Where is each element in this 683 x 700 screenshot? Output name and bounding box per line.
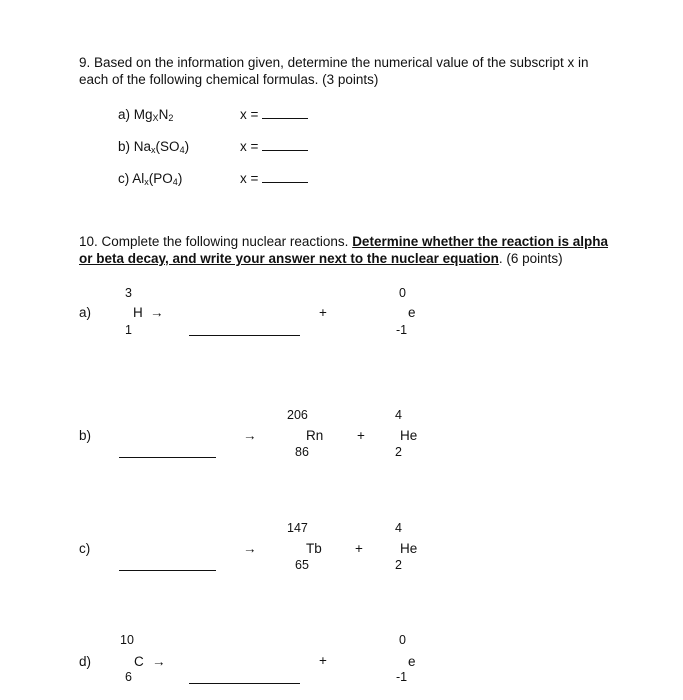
q9-item-b-formula: b) $Na_x(SO_4)$ bbox=[118, 139, 190, 155]
q9-item-a-formula: a) $Mg_XN_2$ bbox=[118, 107, 174, 123]
q10a-product-symbol: e bbox=[408, 305, 416, 320]
q10-text-bold-1: Determine whether the reaction is alpha bbox=[352, 234, 609, 249]
q10a-product-mass: 0 bbox=[399, 286, 406, 300]
q10-number: 10. bbox=[79, 234, 98, 249]
q10b-product2-symbol: He bbox=[400, 428, 418, 443]
q10a-product-atomic: -1 bbox=[396, 323, 408, 337]
q10-text-bold-2: or beta decay, and write your answer next to the nuclear equation bbox=[79, 251, 499, 266]
q9-text-line1: Based on the information given, determine the numerical value of the subscript x in bbox=[94, 55, 589, 70]
q10c-arrow-icon: → bbox=[243, 541, 257, 556]
q10d-product-symbol: e bbox=[408, 654, 416, 669]
q10c-product2-symbol: He bbox=[400, 541, 418, 556]
q10-prompt bbox=[79, 233, 619, 267]
q9-item-c-formula: c) $Al_x(PO_4)$ bbox=[118, 171, 183, 187]
q10a-reactant-atomic: 1 bbox=[125, 323, 132, 337]
q9-item-b-blank[interactable] bbox=[262, 150, 308, 151]
q9-item-a-blank[interactable] bbox=[262, 118, 308, 119]
q10a-answer-blank[interactable] bbox=[189, 335, 300, 336]
q10c-plus: + bbox=[355, 541, 363, 556]
q9-item-c-blank[interactable] bbox=[262, 182, 308, 183]
q10c-product2-atomic: 2 bbox=[395, 558, 402, 572]
q10c-product1-atomic: 65 bbox=[295, 558, 309, 572]
q10b-answer-blank[interactable] bbox=[119, 457, 216, 458]
q10a-reactant-symbol: H bbox=[133, 305, 143, 320]
q10d-answer-blank[interactable] bbox=[189, 683, 300, 684]
q9-item-c-answer: x = bbox=[240, 171, 308, 186]
q10d-reactant-atomic: 6 bbox=[125, 670, 132, 684]
q10c-product2-mass: 4 bbox=[395, 521, 402, 535]
q10c-product1-symbol: Tb bbox=[306, 541, 322, 556]
q10d-reactant-symbol: C bbox=[134, 654, 144, 669]
q10b-arrow-icon: → bbox=[243, 428, 257, 443]
q10c-label: c) bbox=[79, 541, 91, 556]
q10-text-plain: Complete the following nuclear reactions. bbox=[101, 234, 353, 249]
q9-item-a-answer: x = bbox=[240, 107, 308, 122]
q10d-arrow-icon: → bbox=[152, 654, 166, 669]
q10-text-tail: . (6 points) bbox=[498, 251, 563, 266]
q9-prompt bbox=[79, 54, 639, 88]
q10b-plus: + bbox=[357, 428, 365, 443]
q10c-answer-blank[interactable] bbox=[119, 570, 216, 571]
q10b-product1-symbol: Rn bbox=[306, 428, 324, 443]
q9-item-b-answer: x = bbox=[240, 139, 308, 154]
q10b-product2-mass: 4 bbox=[395, 408, 402, 422]
q10a-reactant-mass: 3 bbox=[125, 286, 132, 300]
q10d-reactant-mass: 10 bbox=[120, 633, 134, 647]
q9-number: 9. bbox=[79, 55, 91, 70]
q10b-product2-atomic: 2 bbox=[395, 445, 402, 459]
q10b-product1-atomic: 86 bbox=[295, 445, 309, 459]
q10d-product-mass: 0 bbox=[399, 633, 406, 647]
q10c-product1-mass: 147 bbox=[287, 521, 308, 535]
q10d-plus: + bbox=[319, 653, 327, 668]
q10a-arrow-icon: → bbox=[150, 305, 164, 320]
q9-text-line2: each of the following chemical formulas. (3 points) bbox=[79, 72, 379, 87]
q10b-product1-mass: 206 bbox=[287, 408, 308, 422]
q10a-label: a) bbox=[79, 305, 92, 320]
q10a-plus: + bbox=[319, 305, 327, 320]
q10d-label: d) bbox=[79, 654, 92, 669]
q10b-label: b) bbox=[79, 428, 92, 443]
q10d-product-atomic: -1 bbox=[396, 670, 408, 684]
